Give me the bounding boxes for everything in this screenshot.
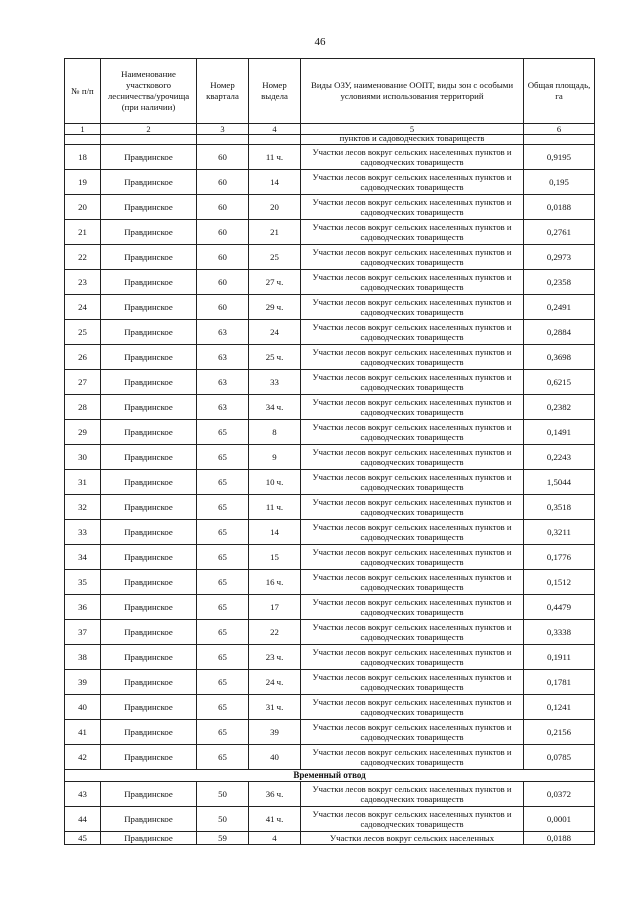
- table-row: [65, 295, 595, 320]
- table-row: [65, 520, 595, 545]
- column-number: 2: [101, 124, 197, 135]
- row-allotment: 40: [249, 745, 301, 770]
- row-allotment: 29 ч.: [249, 295, 301, 320]
- row-area: 0,2491: [524, 295, 595, 320]
- row-type: Участки лесов вокруг сельских населенных пунктов и садоводческих товариществ: [301, 620, 524, 645]
- row-allotment: 17: [249, 595, 301, 620]
- row-allotment: 21: [249, 220, 301, 245]
- header-area: Общая площадь, га: [524, 59, 595, 124]
- row-number: 31: [65, 470, 101, 495]
- row-quarter: 65: [197, 520, 249, 545]
- row-area: 0,1781: [524, 670, 595, 695]
- row-number: 39: [65, 670, 101, 695]
- table-row: [65, 245, 595, 270]
- row-quarter: 63: [197, 320, 249, 345]
- row-forestry: Правдинское: [101, 170, 197, 195]
- continued-text: пунктов и садоводческих товариществ: [339, 134, 485, 143]
- row-number: 26: [65, 345, 101, 370]
- column-number: 4: [249, 124, 301, 135]
- row-quarter: 65: [197, 695, 249, 720]
- row-allotment: 41 ч.: [249, 807, 301, 832]
- row-quarter: 65: [197, 595, 249, 620]
- row-number: 30: [65, 445, 101, 470]
- row-type: Участки лесов вокруг сельских населенных пунктов и садоводческих товариществ: [301, 170, 524, 195]
- row-quarter: 65: [197, 570, 249, 595]
- row-forestry: Правдинское: [101, 470, 197, 495]
- section-header-row: [65, 770, 595, 782]
- row-type: Участки лесов вокруг сельских населенных пунктов и садоводческих товариществ: [301, 270, 524, 295]
- row-allotment: 23 ч.: [249, 645, 301, 670]
- row-allotment: 22: [249, 620, 301, 645]
- row-forestry: Правдинское: [101, 720, 197, 745]
- row-area: 0,2156: [524, 720, 595, 745]
- header-allotment: Номер выдела: [249, 59, 301, 124]
- row-type: Участки лесов вокруг сельских населенных: [301, 832, 524, 845]
- row-area: 0,4479: [524, 595, 595, 620]
- row-quarter: 65: [197, 670, 249, 695]
- row-area: 0,2358: [524, 270, 595, 295]
- table-row: [65, 495, 595, 520]
- table-row: [65, 620, 595, 645]
- row-type: Участки лесов вокруг сельских населенных пунктов и садоводческих товариществ: [301, 782, 524, 807]
- row-forestry: Правдинское: [101, 570, 197, 595]
- table-row: [65, 570, 595, 595]
- row-number: 40: [65, 695, 101, 720]
- row-quarter: 59: [197, 832, 249, 845]
- row-number: 21: [65, 220, 101, 245]
- row-forestry: Правдинское: [101, 495, 197, 520]
- table-row: [65, 782, 595, 807]
- row-area: 0,3518: [524, 495, 595, 520]
- row-number: 28: [65, 395, 101, 420]
- row-allotment: 24: [249, 320, 301, 345]
- row-number: 27: [65, 370, 101, 395]
- row-allotment: 4: [249, 832, 301, 845]
- row-allotment: 9: [249, 445, 301, 470]
- row-quarter: 60: [197, 145, 249, 170]
- row-number: 20: [65, 195, 101, 220]
- row-allotment: 20: [249, 195, 301, 220]
- row-allotment: 25 ч.: [249, 345, 301, 370]
- row-number: 38: [65, 645, 101, 670]
- row-forestry: Правдинское: [101, 345, 197, 370]
- row-type: Участки лесов вокруг сельских населенных пунктов и садоводческих товариществ: [301, 645, 524, 670]
- row-number: 36: [65, 595, 101, 620]
- row-type: Участки лесов вокруг сельских населенных пунктов и садоводческих товариществ: [301, 220, 524, 245]
- row-forestry: Правдинское: [101, 832, 197, 845]
- row-forestry: Правдинское: [101, 445, 197, 470]
- forest-register-table: [64, 58, 595, 845]
- row-quarter: 63: [197, 345, 249, 370]
- row-area: 0,1911: [524, 645, 595, 670]
- row-number: 43: [65, 782, 101, 807]
- row-type: Участки лесов вокруг сельских населенных пунктов и садоводческих товариществ: [301, 145, 524, 170]
- row-area: 0,3338: [524, 620, 595, 645]
- table-row: [65, 745, 595, 770]
- table-row: [65, 145, 595, 170]
- table-row: [65, 270, 595, 295]
- row-type: Участки лесов вокруг сельских населенных пунктов и садоводческих товариществ: [301, 470, 524, 495]
- row-allotment: 10 ч.: [249, 470, 301, 495]
- row-allotment: 33: [249, 370, 301, 395]
- header-quarter: Номер квартала: [197, 59, 249, 124]
- row-type: Участки лесов вокруг сельских населенных пунктов и садоводческих товариществ: [301, 370, 524, 395]
- row-type: Участки лесов вокруг сельских населенных пунктов и садоводческих товариществ: [301, 295, 524, 320]
- row-area: 0,1512: [524, 570, 595, 595]
- column-number: 6: [524, 124, 595, 135]
- column-number: 3: [197, 124, 249, 135]
- row-number: 34: [65, 545, 101, 570]
- row-area: 0,0001: [524, 807, 595, 832]
- row-allotment: 14: [249, 520, 301, 545]
- row-forestry: Правдинское: [101, 370, 197, 395]
- row-quarter: 65: [197, 495, 249, 520]
- table-row: [65, 370, 595, 395]
- table-row: [65, 395, 595, 420]
- continued-row-fragment: [65, 135, 595, 145]
- row-type: Участки лесов вокруг сельских населенных пунктов и садоводческих товариществ: [301, 345, 524, 370]
- header-type: Виды ОЗУ, наименование ООПТ, виды зон с особыми условиями использования территорий: [301, 59, 524, 124]
- row-forestry: Правдинское: [101, 145, 197, 170]
- table-body: [65, 124, 595, 845]
- column-number: 5: [301, 124, 524, 135]
- table-row: [65, 545, 595, 570]
- row-type: Участки лесов вокруг сельских населенных пунктов и садоводческих товариществ: [301, 595, 524, 620]
- row-type: Участки лесов вокруг сельских населенных пунктов и садоводческих товариществ: [301, 320, 524, 345]
- header-number: № п/п: [65, 59, 101, 124]
- row-type: Участки лесов вокруг сельских населенных пунктов и садоводческих товариществ: [301, 720, 524, 745]
- row-quarter: 65: [197, 745, 249, 770]
- row-number: 37: [65, 620, 101, 645]
- row-allotment: 24 ч.: [249, 670, 301, 695]
- row-forestry: Правдинское: [101, 807, 197, 832]
- row-forestry: Правдинское: [101, 620, 197, 645]
- row-quarter: 60: [197, 295, 249, 320]
- row-type: Участки лесов вокруг сельских населенных пунктов и садоводческих товариществ: [301, 495, 524, 520]
- row-forestry: Правдинское: [101, 595, 197, 620]
- row-type: Участки лесов вокруг сельских населенных пунктов и садоводческих товариществ: [301, 420, 524, 445]
- header-forestry: Наименование участкового лесничества/урочища (при наличии): [101, 59, 197, 124]
- row-type: Участки лесов вокруг сельских населенных пунктов и садоводческих товариществ: [301, 807, 524, 832]
- row-quarter: 65: [197, 620, 249, 645]
- table-row: [65, 345, 595, 370]
- row-number: 19: [65, 170, 101, 195]
- page-number: 46: [314, 36, 326, 48]
- row-area: 0,9195: [524, 145, 595, 170]
- row-area: 0,0372: [524, 782, 595, 807]
- row-type: Участки лесов вокруг сельских населенных пунктов и садоводческих товариществ: [301, 445, 524, 470]
- table-header-row: [65, 59, 595, 124]
- row-allotment: 34 ч.: [249, 395, 301, 420]
- row-quarter: 65: [197, 720, 249, 745]
- row-number: 24: [65, 295, 101, 320]
- row-number: 41: [65, 720, 101, 745]
- row-number: 23: [65, 270, 101, 295]
- row-quarter: 65: [197, 545, 249, 570]
- row-forestry: Правдинское: [101, 320, 197, 345]
- row-forestry: Правдинское: [101, 220, 197, 245]
- row-quarter: 60: [197, 170, 249, 195]
- row-quarter: 50: [197, 782, 249, 807]
- row-type: Участки лесов вокруг сельских населенных пунктов и садоводческих товариществ: [301, 745, 524, 770]
- table-row: [65, 170, 595, 195]
- row-quarter: 60: [197, 245, 249, 270]
- row-area: 0,2884: [524, 320, 595, 345]
- row-area: 0,0188: [524, 195, 595, 220]
- row-quarter: 63: [197, 370, 249, 395]
- row-area: 0,1776: [524, 545, 595, 570]
- row-number: 29: [65, 420, 101, 445]
- table-row: [65, 645, 595, 670]
- row-quarter: 60: [197, 220, 249, 245]
- row-number: 35: [65, 570, 101, 595]
- row-allotment: 31 ч.: [249, 695, 301, 720]
- table-row: [65, 470, 595, 495]
- row-quarter: 63: [197, 395, 249, 420]
- row-area: 0,0785: [524, 745, 595, 770]
- column-number-row: [65, 124, 595, 135]
- table-row: [65, 832, 595, 845]
- row-allotment: 39: [249, 720, 301, 745]
- table-row: [65, 807, 595, 832]
- row-area: 0,6215: [524, 370, 595, 395]
- row-allotment: 36 ч.: [249, 782, 301, 807]
- row-allotment: 16 ч.: [249, 570, 301, 595]
- row-forestry: Правдинское: [101, 245, 197, 270]
- row-forestry: Правдинское: [101, 520, 197, 545]
- table-row: [65, 320, 595, 345]
- row-allotment: 25: [249, 245, 301, 270]
- row-forestry: Правдинское: [101, 670, 197, 695]
- row-number: 45: [65, 832, 101, 845]
- row-type: Участки лесов вокруг сельских населенных пунктов и садоводческих товариществ: [301, 670, 524, 695]
- row-type: Участки лесов вокруг сельских населенных пунктов и садоводческих товариществ: [301, 520, 524, 545]
- row-quarter: 60: [197, 270, 249, 295]
- row-type: Участки лесов вокруг сельских населенных пунктов и садоводческих товариществ: [301, 570, 524, 595]
- row-type: Участки лесов вокруг сельских населенных пунктов и садоводческих товариществ: [301, 195, 524, 220]
- row-area: 0,1491: [524, 420, 595, 445]
- table-row: [65, 695, 595, 720]
- row-quarter: 65: [197, 470, 249, 495]
- table-row: [65, 420, 595, 445]
- row-forestry: Правдинское: [101, 745, 197, 770]
- row-area: 0,2243: [524, 445, 595, 470]
- row-type: Участки лесов вокруг сельских населенных пунктов и садоводческих товариществ: [301, 545, 524, 570]
- row-allotment: 8: [249, 420, 301, 445]
- row-type: Участки лесов вокруг сельских населенных пунктов и садоводческих товариществ: [301, 395, 524, 420]
- row-area: 1,5044: [524, 470, 595, 495]
- row-allotment: 15: [249, 545, 301, 570]
- row-area: 0,3211: [524, 520, 595, 545]
- row-forestry: Правдинское: [101, 645, 197, 670]
- column-number: 1: [65, 124, 101, 135]
- table-row: [65, 445, 595, 470]
- row-area: 0,2382: [524, 395, 595, 420]
- row-allotment: 11 ч.: [249, 145, 301, 170]
- row-quarter: 65: [197, 420, 249, 445]
- row-forestry: Правдинское: [101, 270, 197, 295]
- row-number: 25: [65, 320, 101, 345]
- row-area: 0,1241: [524, 695, 595, 720]
- table-row: [65, 720, 595, 745]
- row-area: 0,195: [524, 170, 595, 195]
- row-area: 0,2973: [524, 245, 595, 270]
- row-quarter: 65: [197, 645, 249, 670]
- row-area: 0,0188: [524, 832, 595, 845]
- row-allotment: 11 ч.: [249, 495, 301, 520]
- row-number: 22: [65, 245, 101, 270]
- table-row: [65, 195, 595, 220]
- row-quarter: 60: [197, 195, 249, 220]
- row-allotment: 27 ч.: [249, 270, 301, 295]
- section-title: Временный отвод: [65, 770, 595, 782]
- row-forestry: Правдинское: [101, 545, 197, 570]
- table-row: [65, 670, 595, 695]
- row-forestry: Правдинское: [101, 695, 197, 720]
- table-row: [65, 220, 595, 245]
- row-forestry: Правдинское: [101, 395, 197, 420]
- row-forestry: Правдинское: [101, 782, 197, 807]
- table-row: [65, 595, 595, 620]
- row-forestry: Правдинское: [101, 420, 197, 445]
- row-type: Участки лесов вокруг сельских населенных пунктов и садоводческих товариществ: [301, 695, 524, 720]
- row-quarter: 50: [197, 807, 249, 832]
- row-number: 42: [65, 745, 101, 770]
- row-type: Участки лесов вокруг сельских населенных пунктов и садоводческих товариществ: [301, 245, 524, 270]
- row-number: 32: [65, 495, 101, 520]
- row-allotment: 14: [249, 170, 301, 195]
- row-area: 0,2761: [524, 220, 595, 245]
- row-number: 33: [65, 520, 101, 545]
- row-quarter: 65: [197, 445, 249, 470]
- row-area: 0,3698: [524, 345, 595, 370]
- row-number: 18: [65, 145, 101, 170]
- row-number: 44: [65, 807, 101, 832]
- row-forestry: Правдинское: [101, 295, 197, 320]
- row-forestry: Правдинское: [101, 195, 197, 220]
